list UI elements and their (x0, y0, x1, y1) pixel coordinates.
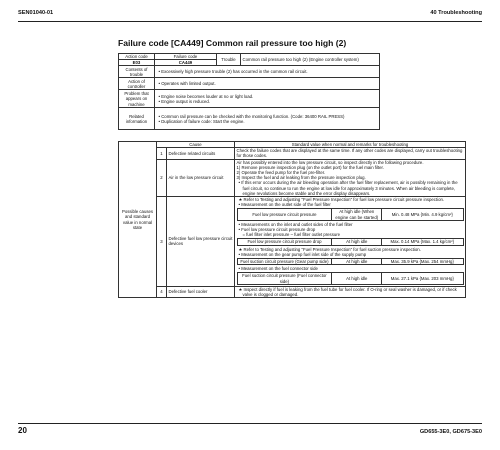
cause-no: 4 (157, 286, 167, 297)
cause-name: Defective fuel cooler (167, 286, 235, 297)
remark-line: ★ Refer to Testing and adjusting "Fuel Pressure Inspection" for fuel suction pressure inspection. (243, 247, 464, 252)
measure-cond: At high idle (332, 273, 382, 284)
doc-code: SEN01040-01 (18, 10, 54, 16)
measure-cond: At high idle (When engine can be started) (332, 209, 382, 220)
cause-no: 1 (157, 148, 167, 159)
related-item: • Common rail pressure can be checked with the monitoring function. (Code: 36400 RAIL PRESS) (163, 114, 378, 119)
page-header (18, 8, 482, 20)
remark-line: 1) Remove pressure inspection plug (on the outlet port) for the fuel main filter. (236, 164, 384, 170)
measure-table (237, 238, 464, 245)
page-number: 20 (18, 426, 27, 435)
contents-label: Contents of trouble (119, 66, 155, 78)
action-label: Action of controller (119, 78, 155, 90)
problem-label: Problem that appears on machine (119, 90, 155, 108)
cause-remark (235, 286, 466, 297)
remark-line: • If this error occurs during the air bleeding operation after the fuel filter replacement, air is possibly remaining in the fuel circuit, so continue to run the engine at low idle for approximately 3 minutes. When air bleeding is complete, engine revolutions become stable and the error display disappears. (243, 180, 464, 196)
remark-line: ★ Inspect directly if fuel is leaking from the fuel tube for fuel cooler. If O-ring or seal washer is damaged, or if check valve is clogged or damaged. (243, 287, 464, 297)
causes-table (118, 141, 466, 298)
measure-item: Fuel suction circuit pressure (Fuel connector side) (237, 273, 332, 284)
standard-header: Standard value when normal and remarks for troubleshooting (235, 142, 466, 148)
measure-item: Fuel low pressure circuit pressure drop (237, 239, 332, 245)
cause-no: 3 (157, 197, 167, 287)
remark-line: 2) Operate the feed pump for the fuel pre-filter. (236, 170, 326, 176)
failure-code-header: Failure code (155, 54, 217, 60)
cause-remark: Check the failure codes that are displayed at the same time. If any other codes are displayed, carry out troubleshooting for those codes. (235, 148, 466, 159)
measure-table (237, 272, 464, 284)
section-title: 40 Troubleshooting (430, 10, 482, 16)
cause-name: Defective fuel low pressure circuit devices (167, 197, 235, 287)
measure-table (237, 208, 464, 220)
measure-item: Fuel suction circuit pressure (Gear pump side) (237, 259, 332, 265)
remark-line: 3) Inspect the fuel and air leaking from the pressure inspection plug. (236, 175, 366, 181)
remark-line: • Measurements on the inlet and outlet sides of the fuel filter (243, 222, 464, 227)
cause-remark (235, 197, 466, 287)
remark-line: Air has possibly entered into the low pressure circuit, so inspect directly in the following procedure. (236, 159, 424, 165)
measure-cond: At high idle (332, 239, 382, 245)
failure-code: CA449 (155, 60, 217, 66)
remark-line: • Measurement on the outlet side of the fuel filter (243, 202, 464, 207)
trouble-label: Trouble (217, 54, 241, 66)
related-label: Related information (119, 108, 155, 130)
action-text: • Operates with limited output. (163, 81, 378, 86)
cause-no: 2 (157, 159, 167, 196)
contents-text: • Excessively high pressure trouble (2) has occurred in the common rail circuit. (163, 69, 378, 74)
problem-item: • Engine noise becomes louder at no or light load. (163, 94, 378, 99)
remark-line: • Measurement on the fuel connector side (243, 266, 464, 271)
action-code-header: Action code (119, 54, 155, 60)
footer-rule (18, 423, 482, 424)
action-code: E03 (119, 60, 155, 66)
model-code: GD655-3E0, GD675-3E0 (419, 429, 482, 435)
measure-value: Min. 0.48 MPa {Min. 4.9 kg/cm²} (382, 209, 463, 220)
measure-table (237, 258, 464, 265)
measure-value: Max. 35.9 kPa {Max. 254 mmHg} (382, 259, 463, 265)
failure-summary-table (118, 53, 380, 130)
related-item: • Duplication of failure code: Start the engine. (163, 119, 378, 124)
measure-cond: At high idle (332, 259, 382, 265)
cause-name: Defective related circuits (167, 148, 235, 159)
remark-line: • Measurement on the gear pump fuel inlet side of the supply pump (243, 252, 464, 257)
remark-line: • Fuel low pressure circuit pressure drop (243, 227, 464, 232)
remark-line: ★ Refer to Testing and adjusting "Fuel Pressure Inspection" for fuel low pressure circuit pressure inspection. (243, 197, 464, 202)
possible-causes-label: Possible causes and standard value in normal state (119, 142, 157, 298)
cause-remark (235, 159, 466, 196)
problem-item: • Engine output is reduced. (163, 99, 378, 104)
header-rule (18, 21, 482, 22)
measure-value: Max. 27.1 kPa {Max. 203 mmHg} (382, 273, 463, 284)
measure-value: Max. 0.14 MPa {Max. 1.4 kg/cm²} (382, 239, 463, 245)
measure-item: Fuel low pressure circuit pressure (237, 209, 332, 220)
remark-line: = fuel filter inlet pressure – fuel filter outlet pressure (242, 232, 341, 238)
page-title: Failure code [CA449] Common rail pressure too high (2) (118, 38, 347, 48)
cause-name: Air in the low pressure circuit (167, 159, 235, 196)
cause-header: Cause (157, 142, 235, 148)
trouble-text: Common rail pressure too high (2) (Engine controller system) (241, 54, 380, 66)
